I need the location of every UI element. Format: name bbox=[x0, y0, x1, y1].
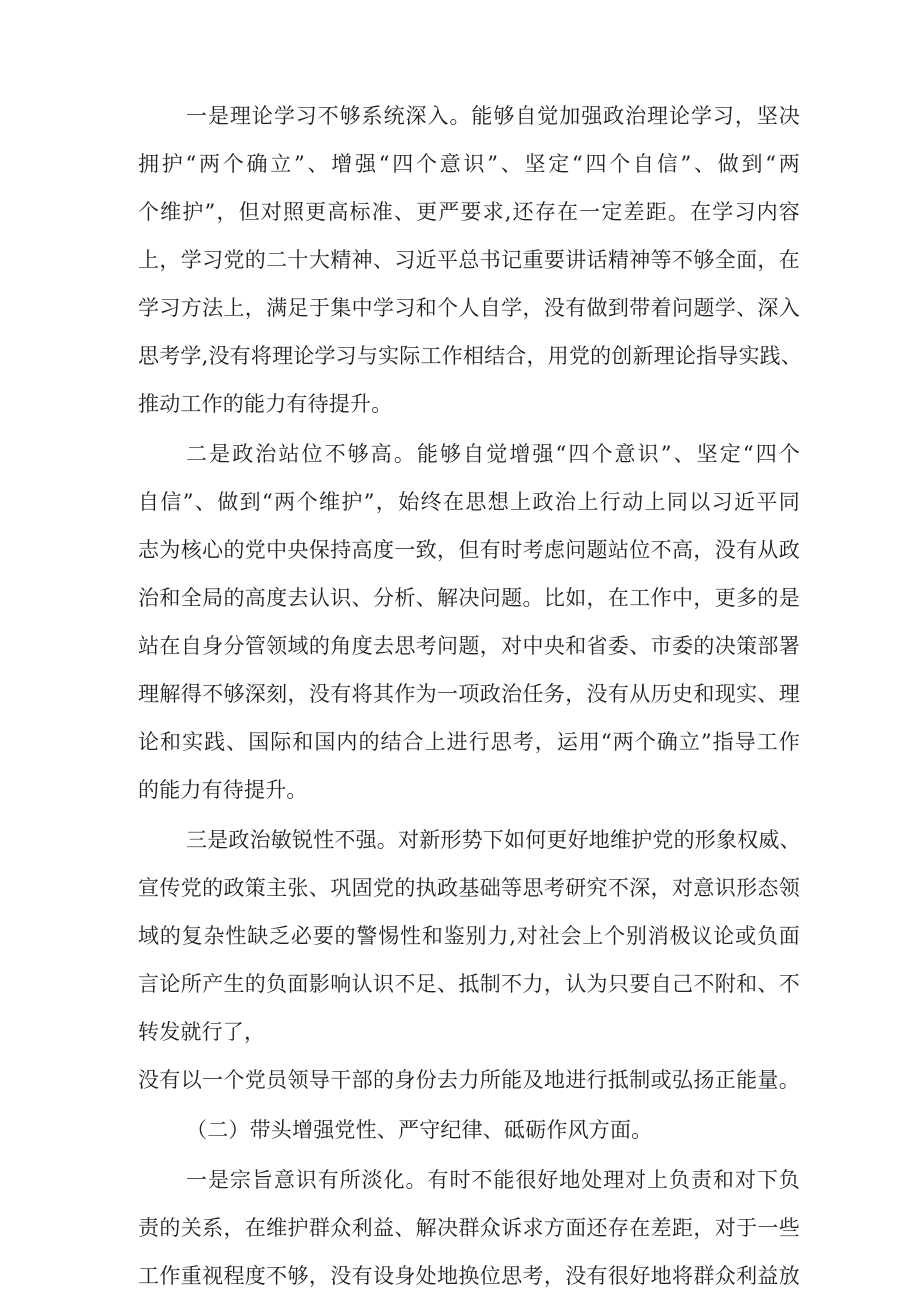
text-line: 没有以一个党员领导干部的身份去力所能及地进行抵制或弘扬正能量。 bbox=[138, 1068, 800, 1092]
text-line: 的能力有待提升。 bbox=[138, 778, 308, 802]
text-line: 三是政治敏锐性不强。对新形势下如何更好地维护党的形象权威、 bbox=[186, 828, 801, 852]
text-line: 上，学习党的二十大精神、习近平总书记重要讲话精神等不够全面，在 bbox=[138, 248, 800, 272]
text-line: 宣传党的政策主张、巩固党的执政基础等思考研究不深，对意识形态领 bbox=[138, 876, 800, 900]
text-line: 工作重视程度不够，没有设身处地换位思考，没有很好地将群众利益放 bbox=[138, 1264, 800, 1288]
text-line: 责的关系，在维护群众利益、解决群众诉求方面还存在差距，对于一些 bbox=[138, 1216, 800, 1240]
text-line: 治和全局的高度去认识、分析、解决问题。比如，在工作中，更多的是 bbox=[138, 586, 800, 610]
text-line: 推动工作的能力有待提升。 bbox=[138, 392, 393, 416]
text-line: 站在自身分管领域的角度去思考问题，对中央和省委、市委的决策部署 bbox=[138, 634, 800, 658]
text-line: 言论所产生的负面影响认识不足、抵制不力，认为只要自己不附和、不 bbox=[138, 972, 800, 996]
text-line: 理解得不够深刻，没有将其作为一项政治任务，没有从历史和现实、理 bbox=[138, 682, 800, 706]
text-line: 二是政治站位不够高。能够自觉增强“四个意识”、坚定“四个 bbox=[186, 442, 800, 466]
text-line: 一是宗旨意识有所淡化。有时不能很好地处理对上负责和对下负 bbox=[186, 1168, 800, 1192]
text-line: 转发就行了， bbox=[138, 1020, 266, 1044]
text-line: 拥护“两个确立”、增强“四个意识”、坚定“四个自信”、做到“两 bbox=[138, 152, 800, 176]
text-line: 一是理论学习不够系统深入。能够自觉加强政治理论学习，坚决 bbox=[186, 104, 800, 128]
text-line: 域的复杂性缺乏必要的警惕性和鉴别力,对社会上个别消极议论或负面 bbox=[138, 924, 800, 948]
text-line: 个维护”，但对照更高标准、更严要求,还存在一定差距。在学习内容 bbox=[138, 200, 800, 224]
text-line: 学习方法上，满足于集中学习和个人自学，没有做到带着问题学、深入 bbox=[138, 296, 800, 320]
section-heading: （二）带头增强党性、严守纪律、砥砺作风方面。 bbox=[186, 1118, 653, 1142]
text-line: 论和实践、国际和国内的结合上进行思考，运用“两个确立”指导工作 bbox=[138, 730, 800, 754]
text-line: 思考学,没有将理论学习与实际工作相结合，用党的创新理论指导实践、 bbox=[138, 344, 803, 368]
text-line: 自信”、做到“两个维护”，始终在思想上政治上行动上同以习近平同 bbox=[138, 490, 800, 514]
text-line: 志为核心的党中央保持高度一致，但有时考虑问题站位不高，没有从政 bbox=[138, 538, 800, 562]
